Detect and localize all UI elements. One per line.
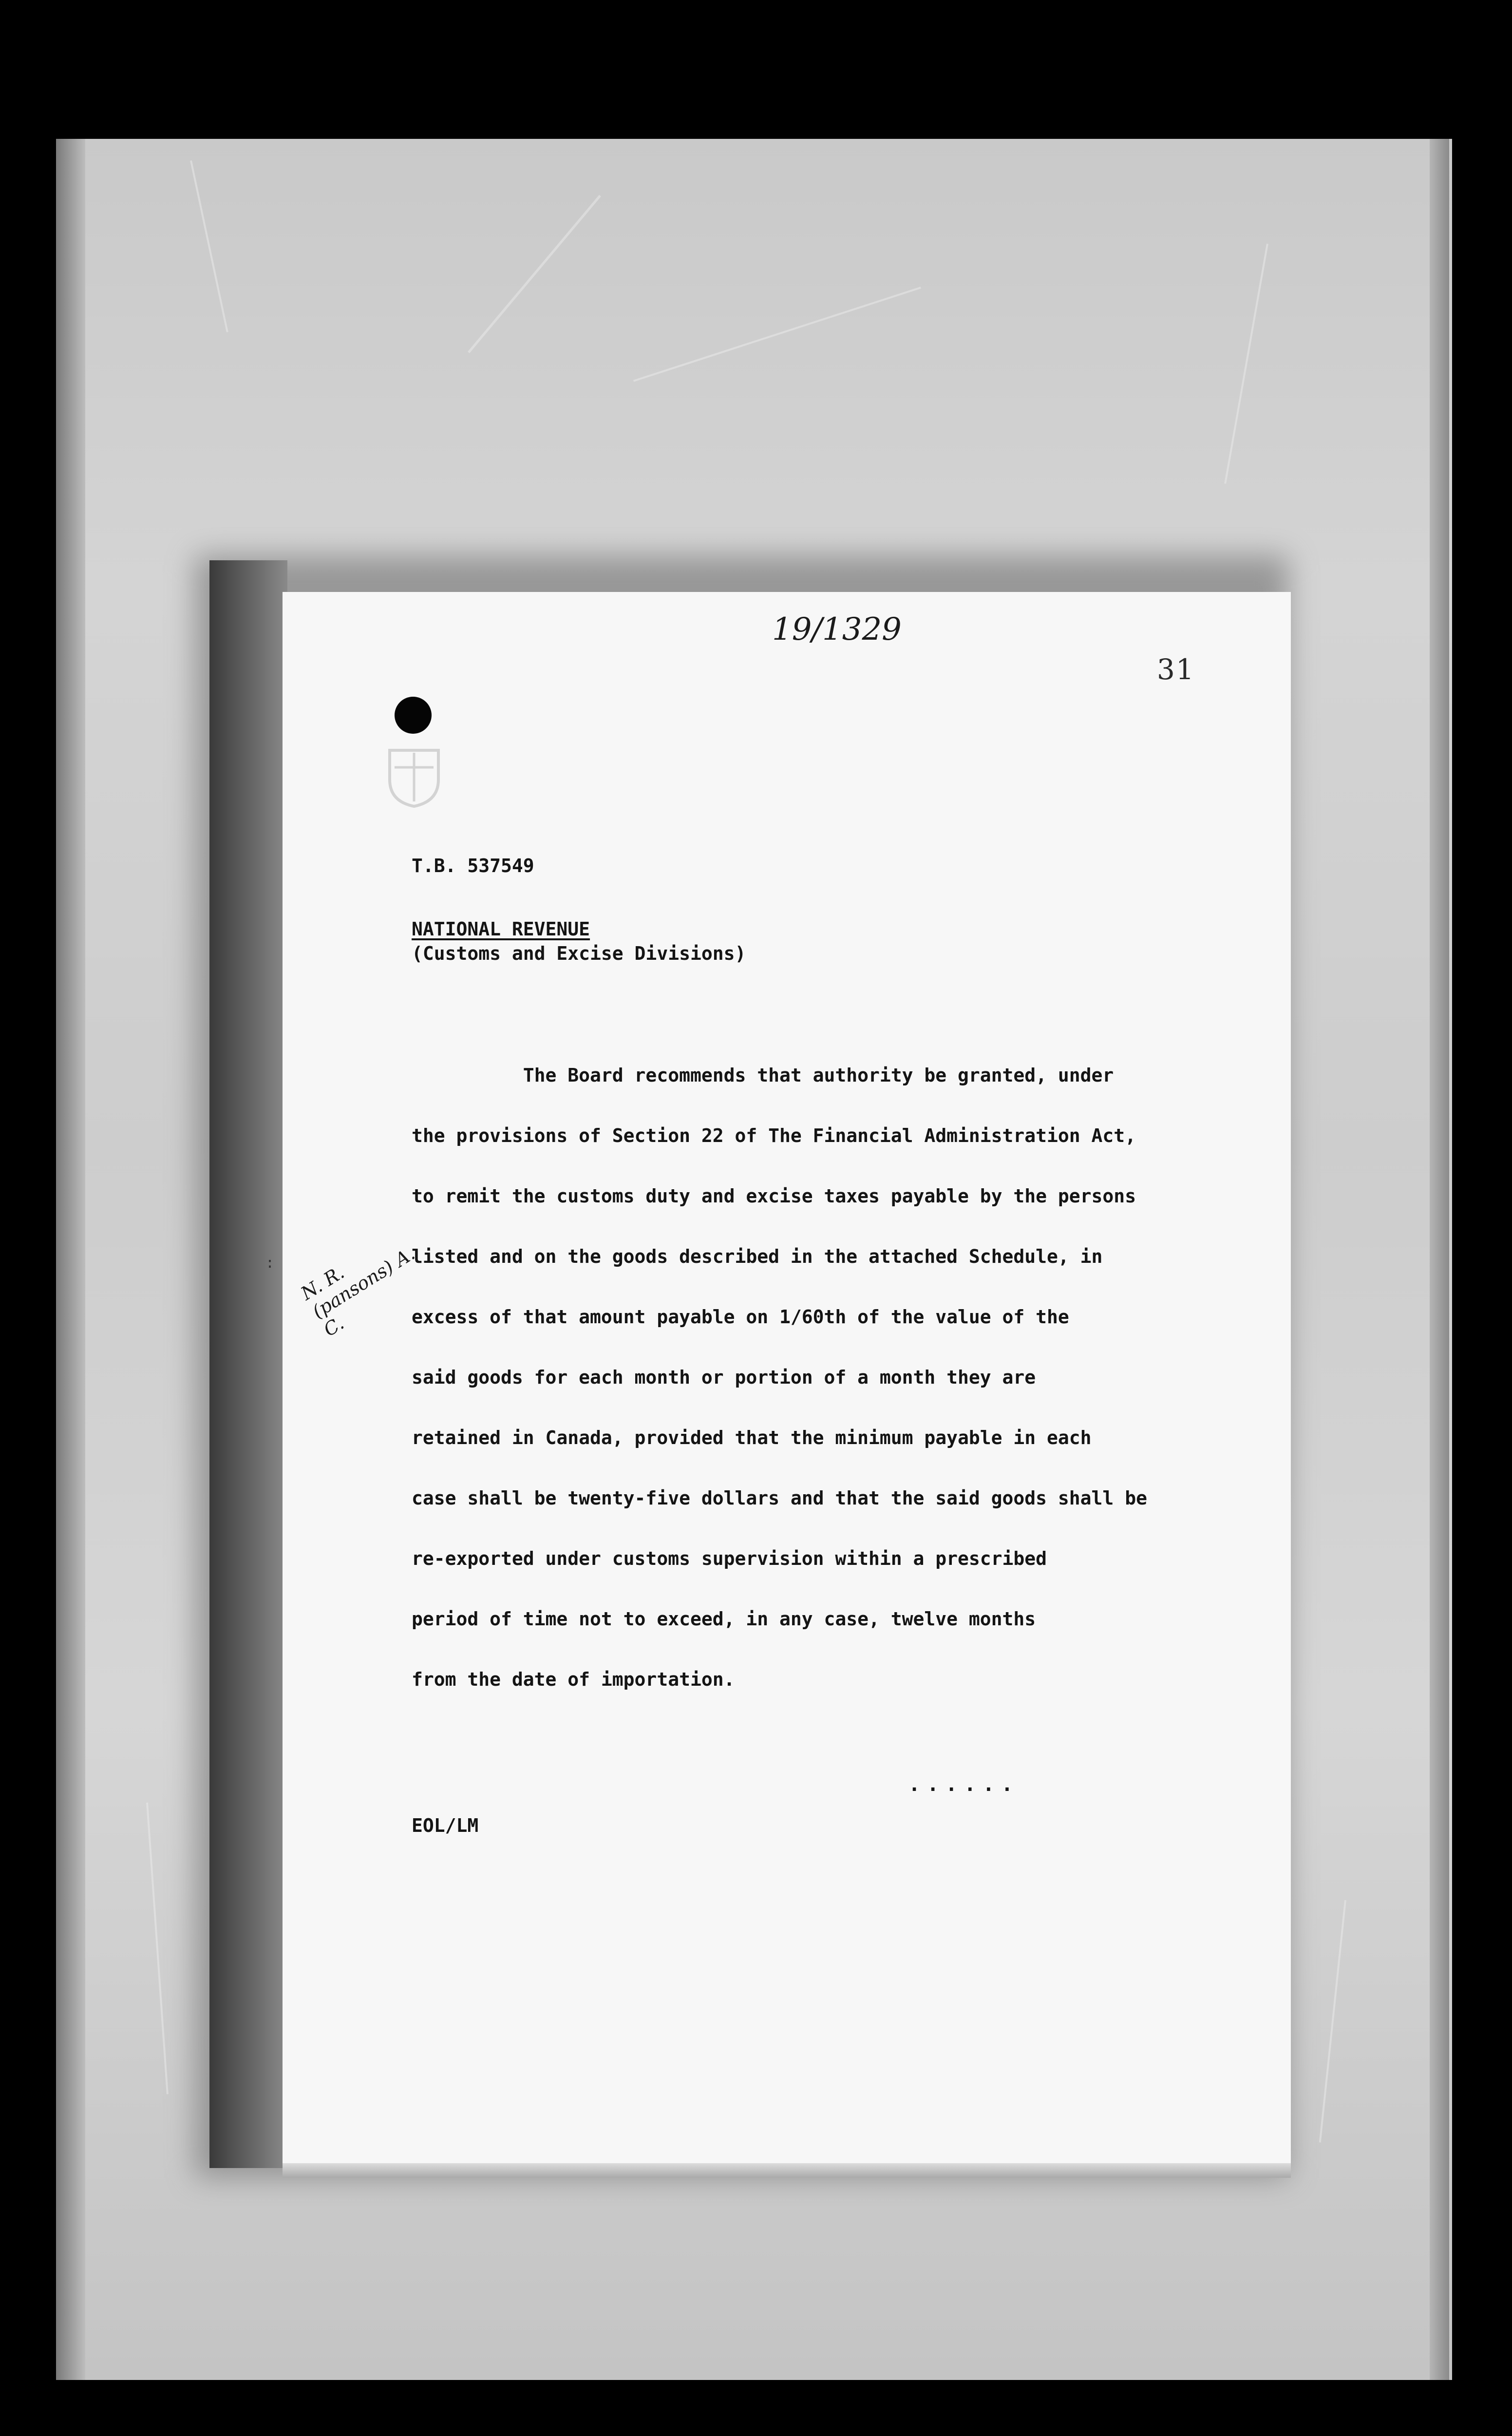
handwritten-margin-note: N. R. (pansons) A. C. bbox=[297, 1242, 419, 1341]
paragraph-line: retained in Canada, provided that the minimum payable in each bbox=[412, 1427, 1092, 1448]
backing-right-edge bbox=[1430, 139, 1449, 2380]
paragraph-line: from the date of importation. bbox=[412, 1669, 735, 1690]
recommendation-paragraph bbox=[412, 1065, 1235, 1729]
memo-page-bottom-edge bbox=[283, 2163, 1291, 2178]
faint-crest-watermark bbox=[385, 745, 443, 809]
paragraph-line: said goods for each month or portion of a month they are bbox=[412, 1367, 1036, 1388]
department-heading: NATIONAL REVENUE bbox=[412, 918, 590, 940]
reference-initials: EOL/LM bbox=[412, 1815, 479, 1836]
paragraph-line: The Board recommends that authority be granted, under bbox=[412, 1065, 1114, 1086]
paragraph-line: period of time not to exceed, in any case, twelve months bbox=[412, 1608, 1036, 1630]
paragraph-line: re-exported under customs supervision within a prescribed bbox=[412, 1548, 1047, 1569]
backing-left-edge bbox=[56, 139, 85, 2380]
paragraph-line: listed and on the goods described in the attached Schedule, in bbox=[412, 1246, 1103, 1267]
paper-shadow-edge bbox=[209, 560, 287, 2168]
paragraph-line: excess of that amount payable on 1/60th of the value of the bbox=[412, 1306, 1069, 1328]
paragraph-line: case shall be twenty-five dollars and that the said goods shall be bbox=[412, 1487, 1147, 1509]
margin-dots: : bbox=[265, 1255, 275, 1272]
paragraph-line: to remit the customs duty and excise taxes payable by the persons bbox=[412, 1185, 1136, 1207]
paragraph-line: the provisions of Section 22 of The Financial Administration Act, bbox=[412, 1125, 1136, 1146]
closing-ellipsis: ...... bbox=[908, 1773, 1020, 1796]
file-reference: 19/1329 bbox=[772, 611, 902, 647]
page-number: 31 bbox=[1157, 653, 1195, 686]
treasury-board-number: T.B. 537549 bbox=[412, 855, 534, 876]
division-subheading: (Customs and Excise Divisions) bbox=[412, 943, 746, 964]
punch-hole bbox=[395, 697, 432, 734]
